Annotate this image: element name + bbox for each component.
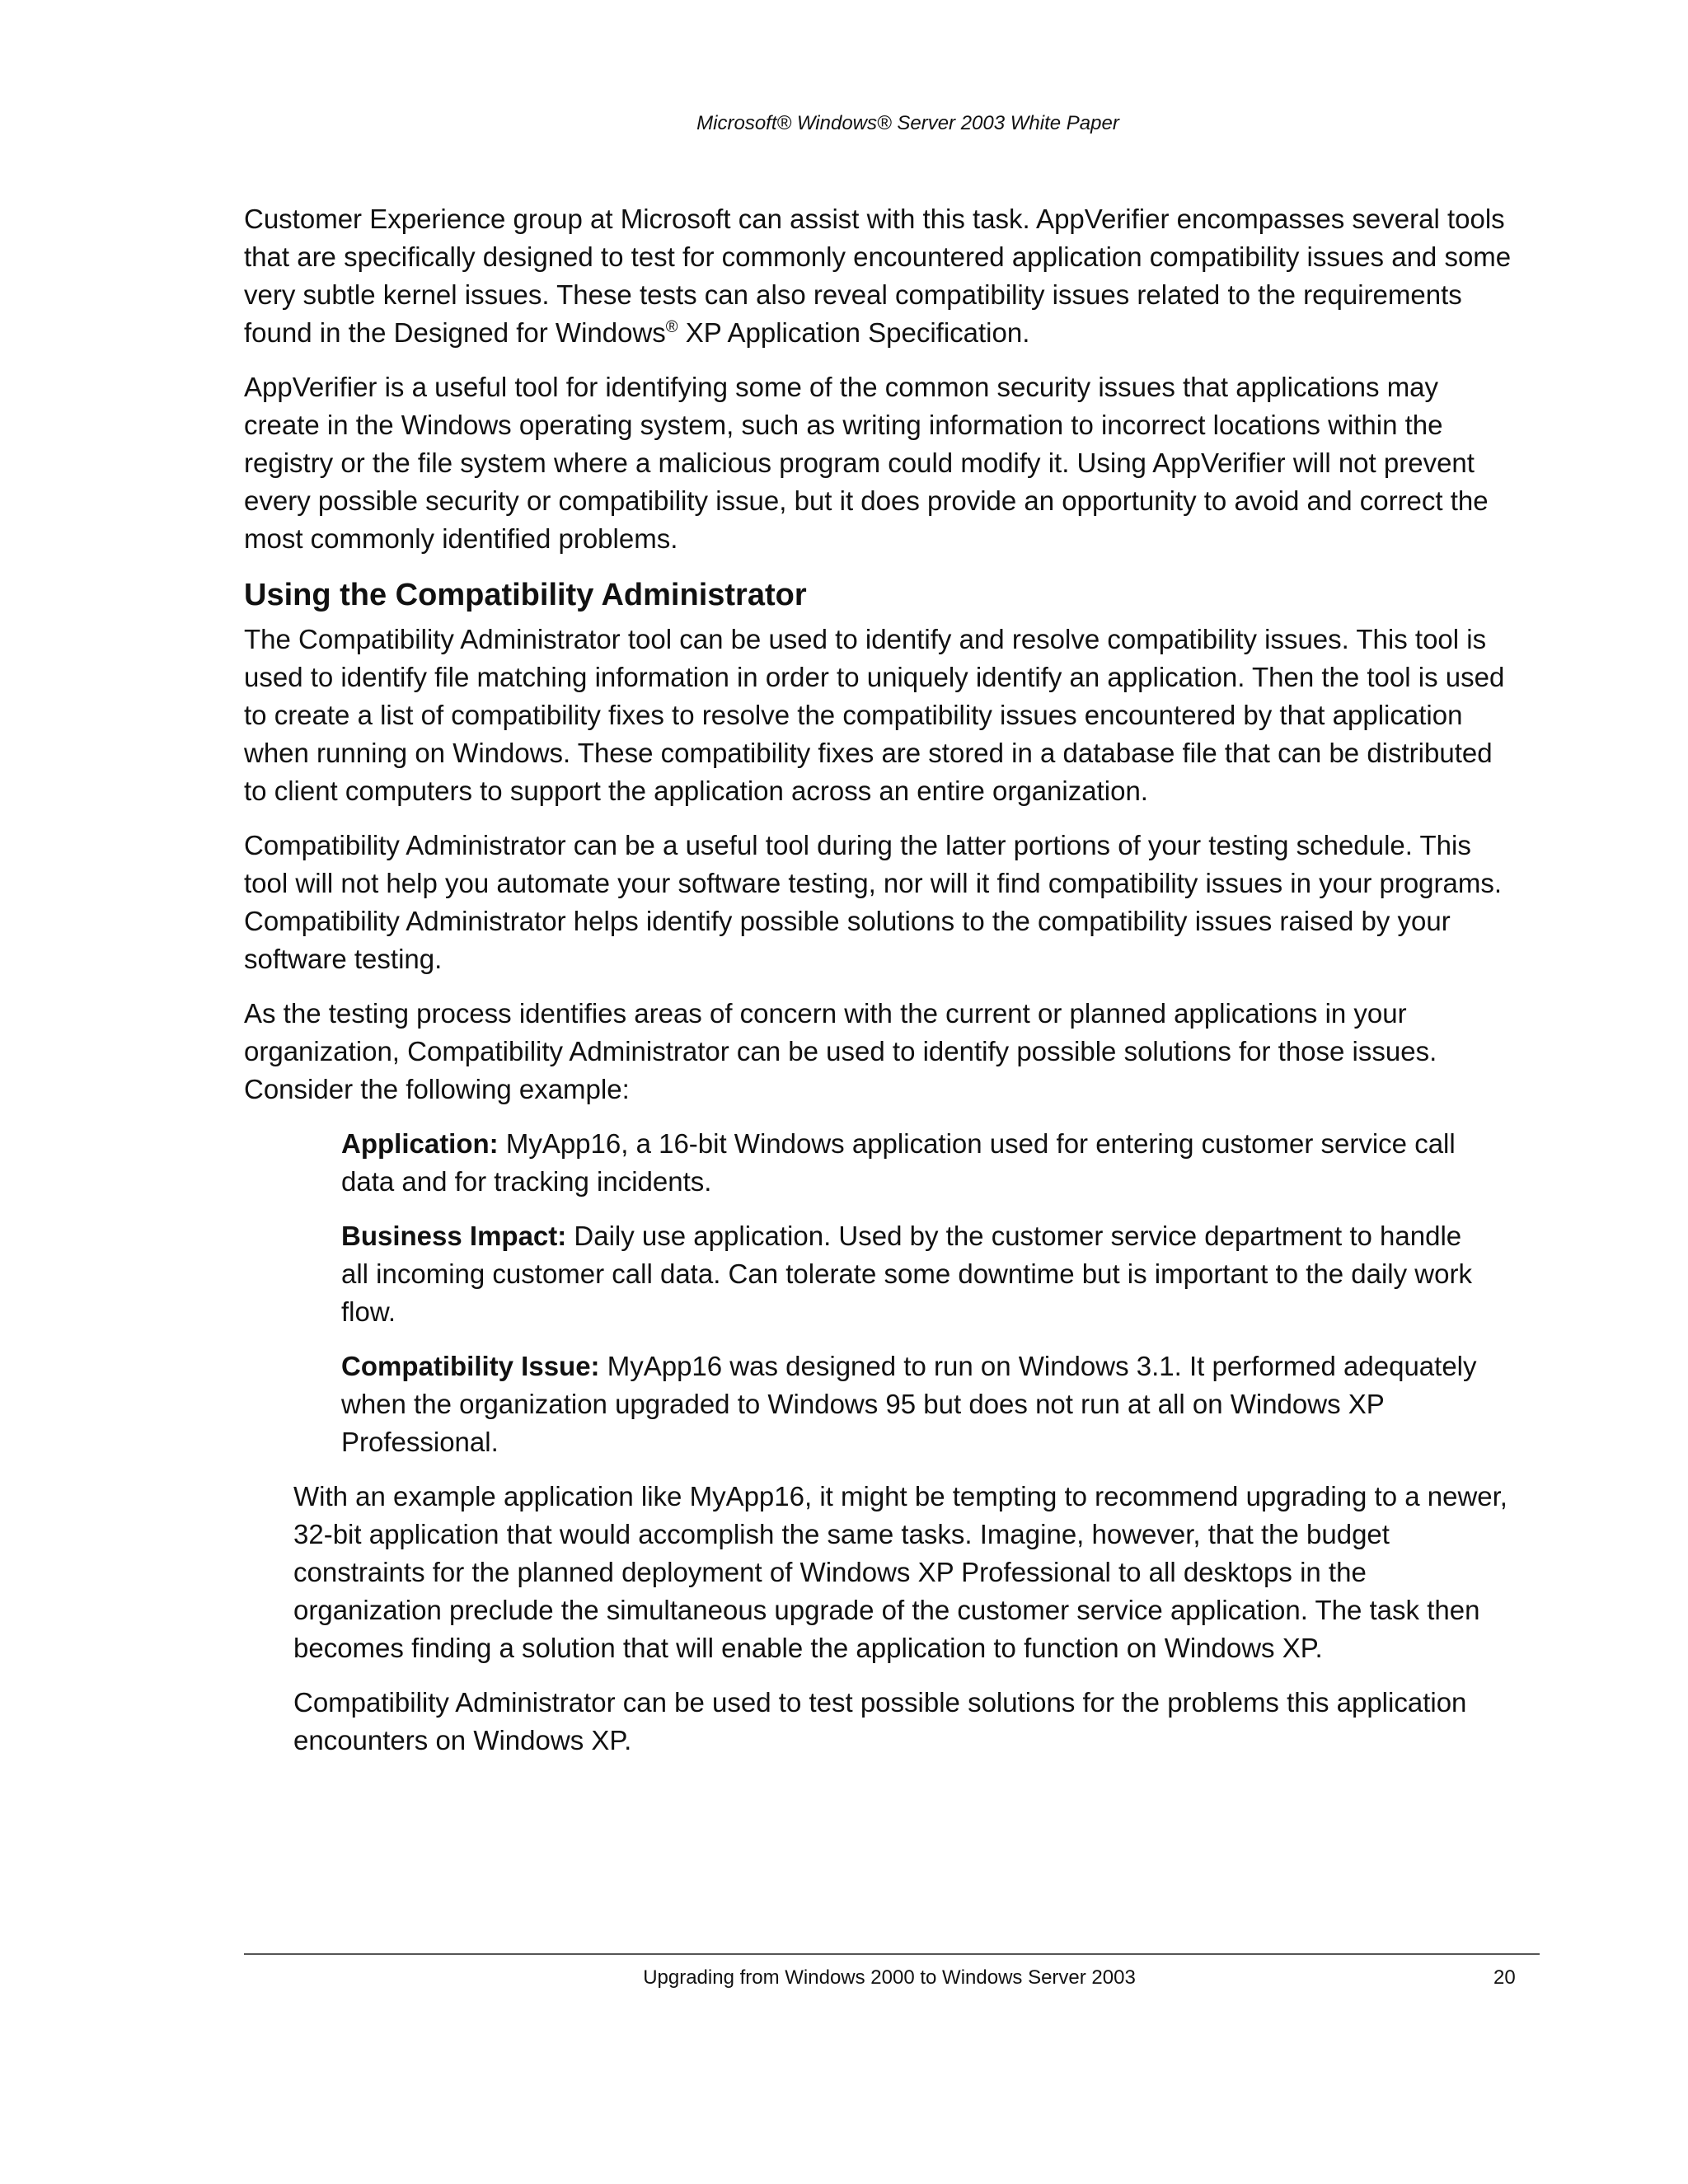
section-heading: Using the Compatibility Administrator — [244, 578, 807, 612]
paragraph-compat-admin-intro: The Compatibility Administrator tool can be used to identify and resolve compatibility issues. This tool is used to identify file matching information in order to uniquely identify an application. Then the tool is used to create a list of compatibility fixes to resolve the compatibility issues encountered by that application when running on Windows. These compatibility fixes are stored in a database file that can be distributed to client computers to support the application across an entire organization. — [244, 624, 1505, 806]
paragraph-test-solutions: Compatibility Administrator can be used to test possible solutions for the problems this application encounters on Windows XP. — [293, 1687, 1467, 1755]
example-text: Daily use application. Used by the customer service department to handle all incoming customer call data. Can tolerate some downtime but is important to the daily work flow. — [341, 1221, 1472, 1327]
paragraph-compat-admin-usage: Compatibility Administrator can be a useful tool during the latter portions of your testing schedule. This tool will not help you automate your software testing, nor will it find compatibility issues in your programs. Compatibility Administrator helps identify possible solutions to the compatibility issues raised by your software testing. — [244, 830, 1503, 974]
example-compatibility-issue — [341, 1347, 1495, 1461]
example-label: Compatibility Issue: — [341, 1351, 600, 1381]
example-text: MyApp16, a 16-bit Windows application used for entering customer service call data and for tracking incidents. — [341, 1128, 1456, 1197]
paragraph-appverifier-security: AppVerifier is a useful tool for identifying some of the common security issues that applications may create in the Windows operating system, such as writing information to incorrect locations within the registry or the file system where a malicious program could modify it. Using AppVerifier will not prevent every possible security or compatibility issue, but it does provide an opportunity to avoid and correct the most commonly identified problems. — [244, 372, 1489, 554]
example-application — [341, 1125, 1495, 1201]
paragraph-upgrade-scenario: With an example application like MyApp16, it might be tempting to recommend upgrading to a newer, 32-bit application that would accomplish the same tasks. Imagine, however, that the budget constraints for the planned deployment of Windows XP Professional to all desktops in the organization preclude the simultaneous upgrade of the customer service application. The task then becomes finding a solution that will enable the application to function on Windows XP. — [293, 1481, 1507, 1663]
paragraph-appverifier-intro — [244, 200, 1513, 352]
registered-mark: ® — [665, 318, 678, 336]
running-header: Microsoft® Windows® Server 2003 White Paper — [696, 112, 1119, 134]
example-business-impact — [341, 1217, 1495, 1331]
footer-divider — [244, 1953, 1540, 1955]
example-text: MyApp16 was designed to run on Windows 3.1. It performed adequately when the organization upgraded to Windows 95 but does not run at all on Windows XP Professional. — [341, 1351, 1477, 1457]
paragraph-text: Customer Experience group at Microsoft can assist with this task. AppVerifier encompasses several tools that are specifically designed to test for commonly encountered application compatibility issues and some very subtle kernel issues. These tests can also reveal compatibility issues related to the requirements found in the Designed for Windows — [244, 204, 1512, 348]
document-body — [244, 200, 1513, 1776]
paragraph-text: XP Application Specification. — [678, 317, 1030, 348]
example-block — [341, 1125, 1495, 1461]
indented-body — [293, 1478, 1522, 1760]
paragraph-testing-process: As the testing process identifies areas of concern with the current or planned applications in your organization, Compatibility Administrator can be used to identify possible solutions for those issues. Consider the following example: — [244, 998, 1437, 1104]
example-label: Application: — [341, 1128, 499, 1159]
example-label: Business Impact: — [341, 1221, 567, 1251]
page-number: 20 — [1493, 1966, 1516, 1989]
footer-document-title: Upgrading from Windows 2000 to Windows Server 2003 — [643, 1966, 1136, 1989]
